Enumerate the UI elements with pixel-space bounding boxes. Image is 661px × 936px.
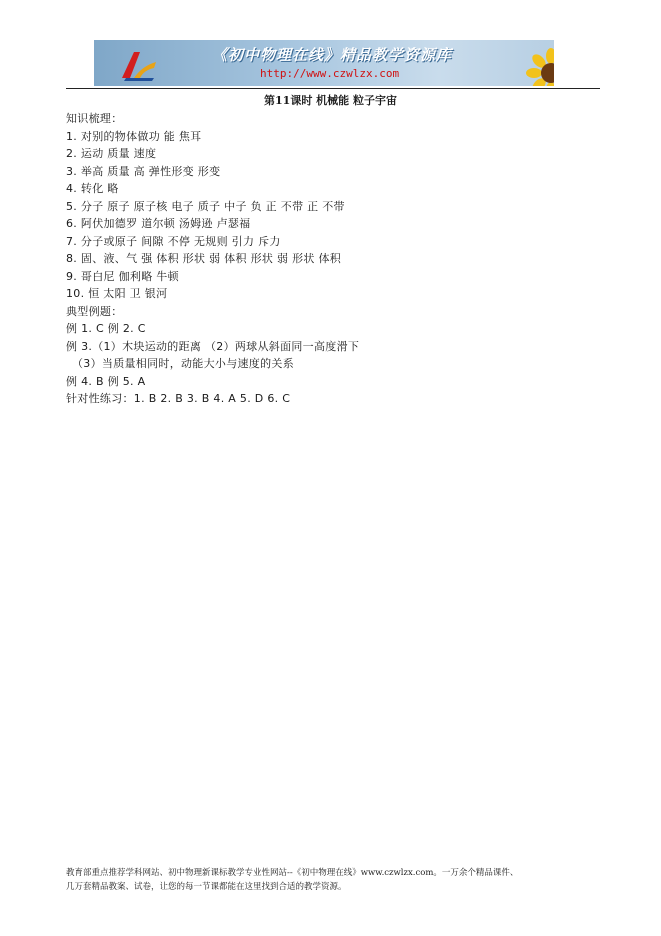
answer-line: 例 1. C 例 2. C — [66, 322, 146, 335]
answer-line: （3）当质量相同时，动能大小与速度的关系 — [72, 357, 294, 370]
answer-line: 1. 对别的物体做功 能 焦耳 — [66, 129, 202, 143]
answer-list — [66, 110, 359, 408]
footer-line: 教育部重点推荐学科网站、初中物理新课标教学专业性网站--《初中物理在线》www.czwlzx.com。一万余个精品课件、 — [66, 868, 519, 878]
page-title: 第11课时 机械能 粒子宇宙 — [264, 94, 397, 107]
header-banner — [94, 40, 554, 86]
answer-line: 8. 固、液、气 强 体积 形状 弱 体积 形状 弱 形状 体积 — [66, 252, 342, 265]
sunflower-icon — [526, 48, 554, 86]
answer-line: 例 3.（1）木块运动的距离 （2）两球从斜面同一高度滑下 — [66, 339, 360, 353]
answer-line: 针对性练习：1. B 2. B 3. B 4. A 5. D 6. C — [66, 392, 291, 405]
header-divider — [66, 88, 600, 89]
answer-line: 4. 转化 略 — [66, 182, 119, 195]
answer-line: 10. 恒 太阳 卫 银河 — [66, 287, 168, 300]
answer-line: 例 4. B 例 5. A — [66, 374, 146, 388]
banner-title: 《初中物理在线》精品教学资源库 — [212, 46, 453, 64]
answer-line: 3. 举高 质量 高 弹性形变 形变 — [66, 164, 221, 178]
section-heading-knowledge: 知识梳理： — [66, 112, 123, 125]
section-heading-examples: 典型例题： — [66, 304, 123, 318]
answer-line: 9. 哥白尼 伽利略 牛顿 — [66, 269, 179, 283]
page-footer — [66, 866, 606, 894]
answer-line: 6. 阿伏加德罗 道尔顿 汤姆逊 卢瑟福 — [66, 217, 251, 230]
answer-line: 5. 分子 原子 原子核 电子 质子 中子 负 正 不带 正 不带 — [66, 199, 345, 213]
footer-line: 几万套精品教案、试卷，让您的每一节课都能在这里找到合适的教学资源。 — [66, 882, 347, 892]
answer-line: 7. 分子或原子 间隙 不停 无规则 引力 斥力 — [66, 234, 281, 248]
site-logo-icon — [116, 48, 160, 82]
banner-url[interactable]: http://www.czwlzx.com — [260, 67, 400, 80]
answer-line: 2. 运动 质量 速度 — [66, 147, 157, 160]
